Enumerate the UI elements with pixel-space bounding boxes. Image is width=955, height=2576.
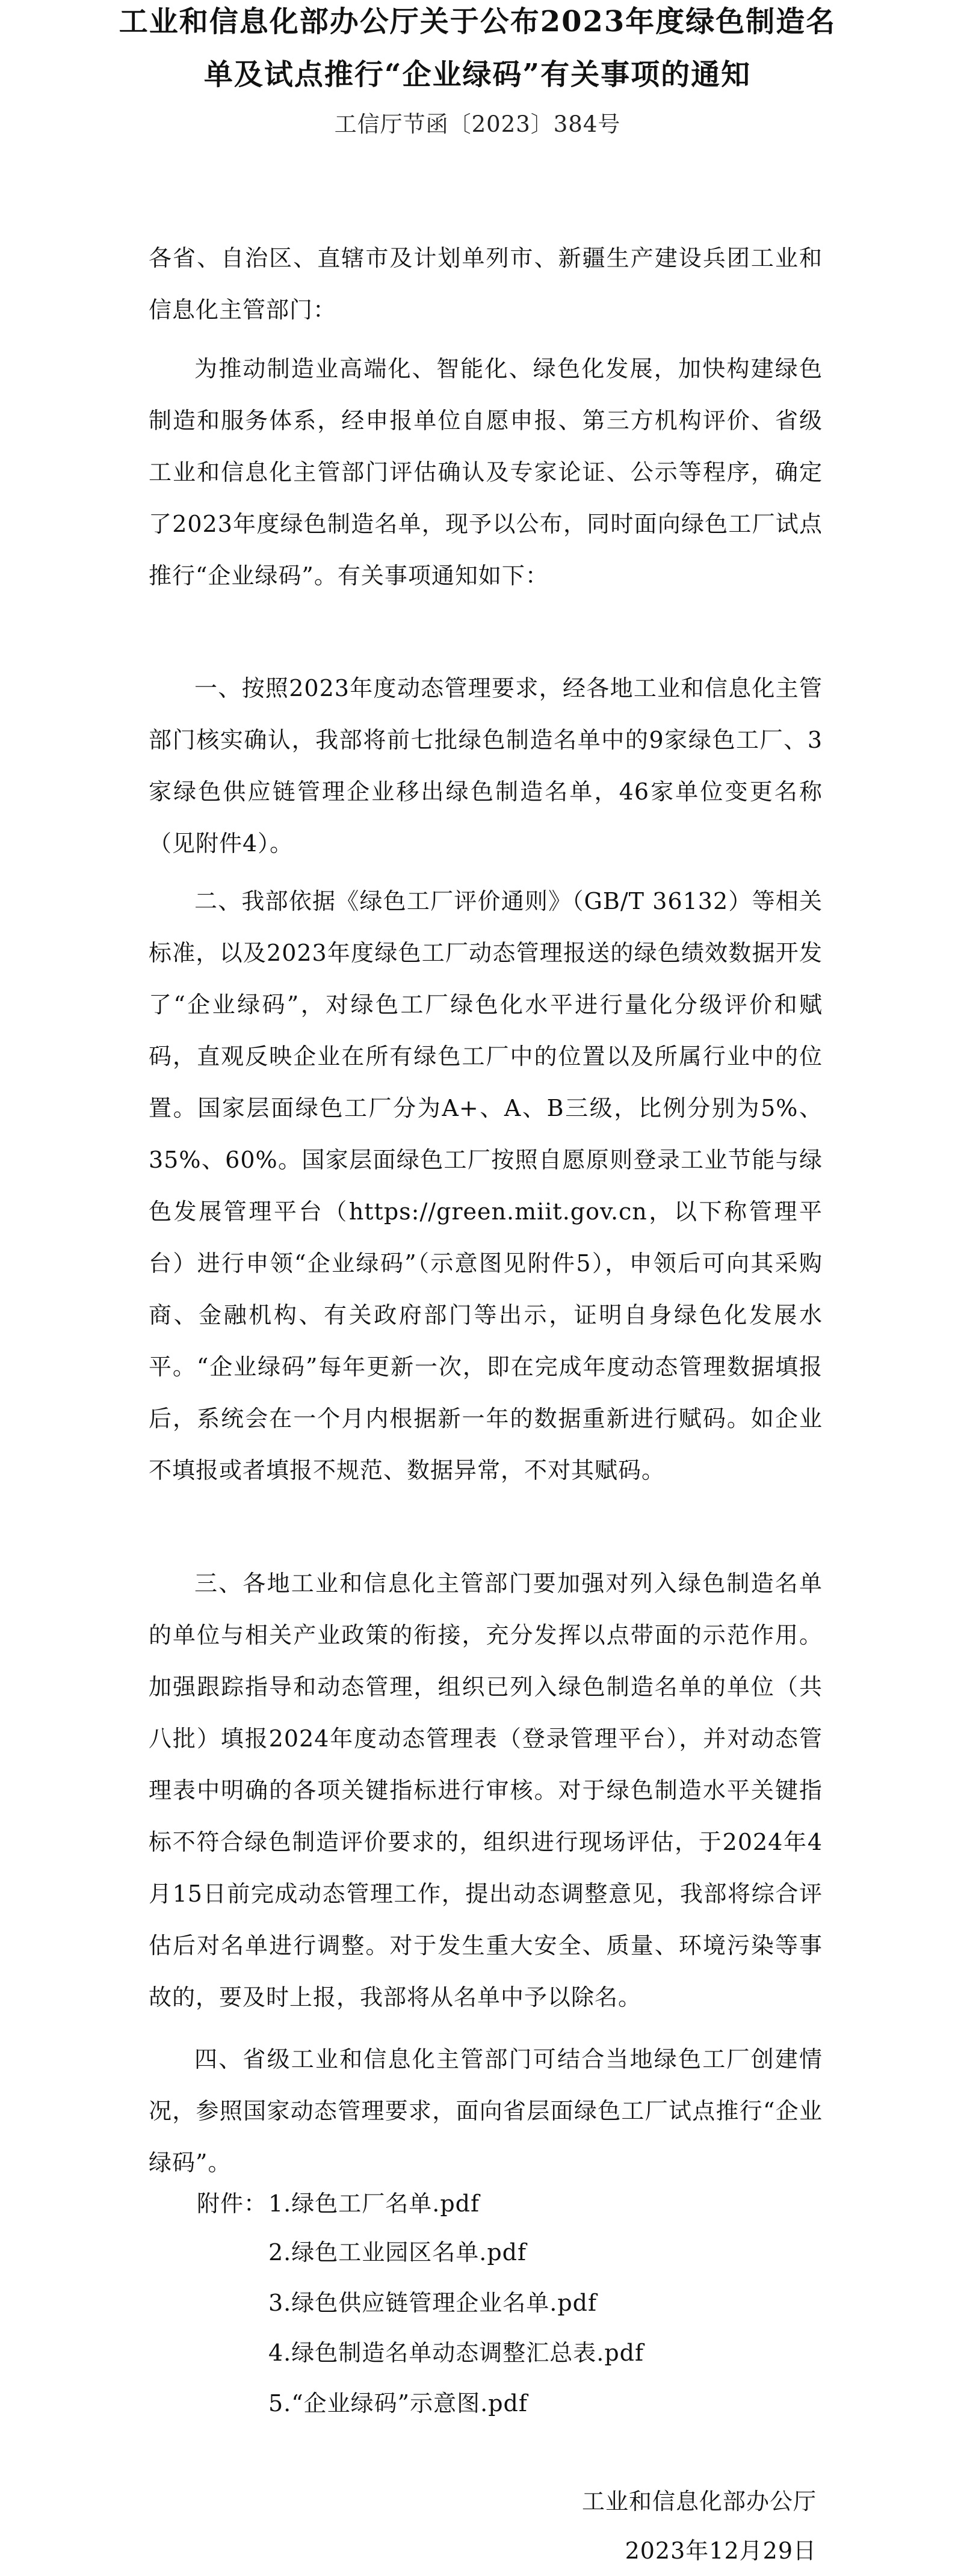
attachment-item[interactable]: 5.“企业绿码”示意图.pdf [268,2390,528,2417]
section-two-paragraph: 二、我部依据《绿色工厂评价通则》（GB/T 36132）等相关标准，以及2023年度绿色工厂动态管理报送的绿色绩效数据开发了“企业绿码”，对绿色工厂绿色化水平进行量化分级评价和赋码，直观反映企业在所有绿色工厂中的位置以及所属行业中的位置。国家层面绿色工厂分为A+、A、B三级，比例分别为5%、35%、60%。国家层面绿色工厂按照自愿原则登录工业节能与绿色发展管理平台（https://green.miit.gov.cn，以下称管理平台）进行申领“企业绿码”（示意图见附件5），申领后可向其采购商、金融机构、有关政府部门等出示，证明自身绿色化发展水平。“企业绿码”每年更新一次，即在完成年度动态管理数据填报后，系统会在一个月内根据新一年的数据重新进行赋码。如企业不填报或者填报不规范、数据异常，不对其赋码。 [149,888,823,1484]
attachment-item[interactable]: 3.绿色供应链管理企业名单.pdf [268,2290,598,2316]
attachment-item[interactable]: 1.绿色工厂名单.pdf [268,2190,480,2217]
recipient-paragraph: 各省、自治区、直辖市及计划单列市、新疆生产建设兵团工业和信息化主管部门： [149,245,823,323]
attachments-label: 附件： [197,2190,268,2217]
document-number: 工信厅节函〔2023〕384号 [334,111,621,137]
notice-title-line-2: 单及试点推行“企业绿码”有关事项的通知 [203,58,752,91]
issuer-signature: 工业和信息化部办公厅 [581,2488,817,2515]
notice-title-line-1: 工业和信息化部办公厅关于公布2023年度绿色制造名 [119,5,836,39]
attachment-item[interactable]: 2.绿色工业园区名单.pdf [268,2239,527,2266]
section-three-paragraph: 三、各地工业和信息化主管部门要加强对列入绿色制造名单的单位与相关产业政策的衔接，充分发挥以点带面的示范作用。加强跟踪指导和动态管理，组织已列入绿色制造名单的单位（共八批）填报2024年度动态管理表（登录管理平台），并对动态管理表中明确的各项关键指标进行审核。对于绿色制造水平关键指标不符合绿色制造评价要求的，组织进行现场评估，于2024年4月15日前完成动态管理工作，提出动态调整意见，我部将综合评估后对名单进行调整。对于发生重大安全、质量、环境污染等事故的，要及时上报，我部将从名单中予以除名。 [149,1570,823,2011]
section-four-paragraph: 四、省级工业和信息化主管部门可结合当地绿色工厂创建情况，参照国家动态管理要求，面向省层面绿色工厂试点推行“企业绿码”。 [149,2046,823,2176]
attachment-item[interactable]: 4.绿色制造名单动态调整汇总表.pdf [268,2340,644,2366]
intro-paragraph: 为推动制造业高端化、智能化、绿色化发展，加快构建绿色制造和服务体系，经申报单位自愿申报、第三方机构评价、省级工业和信息化主管部门评估确认及专家论证、公示等程序，确定了2023年度绿色制造名单，现予以公布，同时面向绿色工厂试点推行“企业绿码”。有关事项通知如下： [149,356,823,589]
issue-date: 2023年12月29日 [625,2537,817,2564]
section-one-paragraph: 一、按照2023年度动态管理要求，经各地工业和信息化主管部门核实确认，我部将前七批绿色制造名单中的9家绿色工厂、3家绿色供应链管理企业移出绿色制造名单，46家单位变更名称（见附件4）。 [149,675,823,857]
